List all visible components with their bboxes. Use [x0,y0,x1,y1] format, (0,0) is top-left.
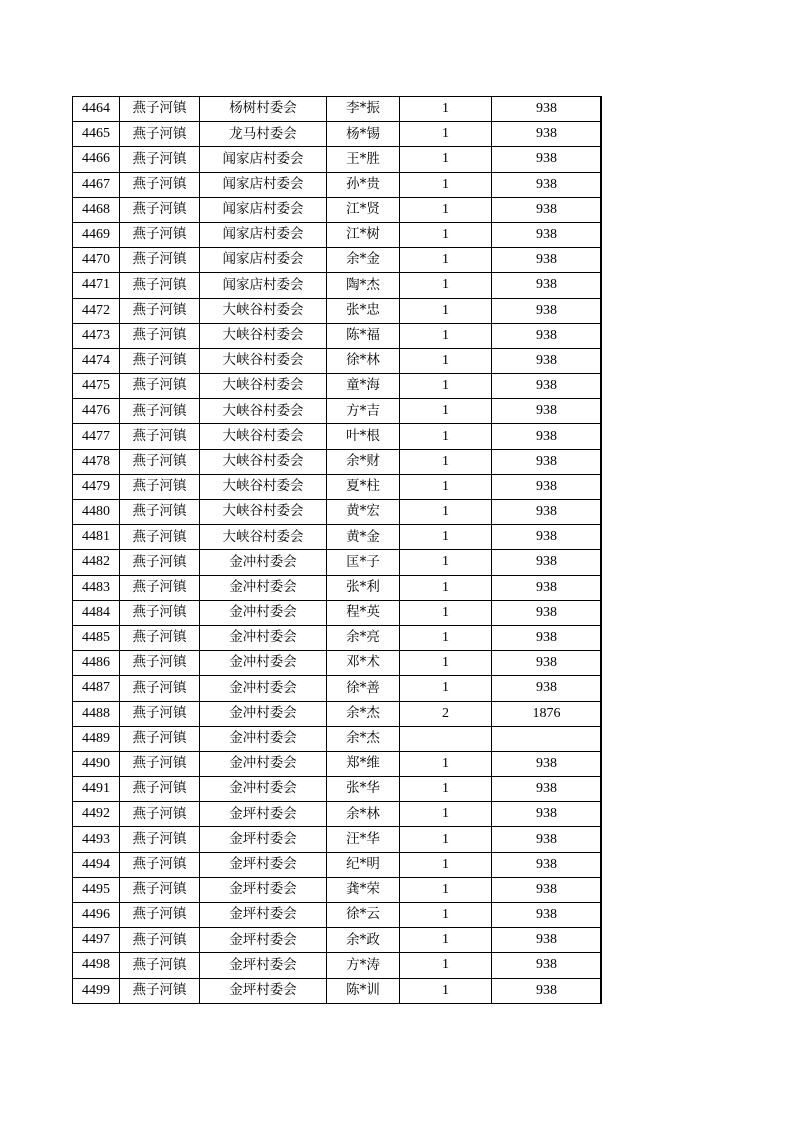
count-cell: 1 [400,348,492,373]
person-name-cell: 王*胜 [327,147,400,172]
count-cell: 1 [400,625,492,650]
town-cell: 燕子河镇 [120,575,200,600]
row-number-cell: 4484 [73,600,120,625]
town-cell: 燕子河镇 [120,676,200,701]
amount-cell: 938 [492,474,602,499]
town-cell: 燕子河镇 [120,953,200,978]
town-cell: 燕子河镇 [120,273,200,298]
row-number-cell: 4488 [73,701,120,726]
amount-cell: 938 [492,575,602,600]
amount-cell: 938 [492,676,602,701]
village-committee-cell: 金冲村委会 [200,600,327,625]
row-number-cell: 4468 [73,197,120,222]
table-row [73,374,602,399]
village-committee-cell: 金冲村委会 [200,625,327,650]
count-cell: 1 [400,928,492,953]
village-committee-cell: 大峡谷村委会 [200,500,327,525]
table-row [73,273,602,298]
person-name-cell: 徐*林 [327,348,400,373]
table-row [73,827,602,852]
table-row [73,625,602,650]
person-name-cell: 余*杰 [327,726,400,751]
person-name-cell: 余*亮 [327,625,400,650]
person-name-cell: 李*振 [327,97,400,122]
amount-cell: 938 [492,147,602,172]
count-cell: 1 [400,978,492,1003]
count-cell: 1 [400,273,492,298]
amount-cell: 938 [492,877,602,902]
row-number-cell: 4475 [73,374,120,399]
town-cell: 燕子河镇 [120,197,200,222]
person-name-cell: 张*利 [327,575,400,600]
person-name-cell: 方*吉 [327,399,400,424]
count-cell: 1 [400,600,492,625]
town-cell: 燕子河镇 [120,726,200,751]
amount-cell: 938 [492,550,602,575]
count-cell: 1 [400,651,492,676]
village-committee-cell: 大峡谷村委会 [200,323,327,348]
table-row [73,651,602,676]
row-number-cell: 4483 [73,575,120,600]
row-number-cell: 4481 [73,525,120,550]
amount-cell: 938 [492,852,602,877]
table-row [73,500,602,525]
count-cell: 1 [400,777,492,802]
table-row [73,147,602,172]
amount-cell: 938 [492,197,602,222]
amount-cell: 938 [492,172,602,197]
table-row [73,802,602,827]
village-committee-cell: 大峡谷村委会 [200,449,327,474]
row-number-cell: 4465 [73,122,120,147]
row-number-cell: 4496 [73,903,120,928]
table-row [73,953,602,978]
person-name-cell: 汪*华 [327,827,400,852]
count-cell: 1 [400,852,492,877]
village-committee-cell: 金冲村委会 [200,726,327,751]
town-cell: 燕子河镇 [120,827,200,852]
person-name-cell: 余*林 [327,802,400,827]
town-cell: 燕子河镇 [120,449,200,474]
village-committee-cell: 闻家店村委会 [200,197,327,222]
person-name-cell: 江*树 [327,222,400,247]
person-name-cell: 陈*训 [327,978,400,1003]
row-number-cell: 4493 [73,827,120,852]
village-committee-cell: 大峡谷村委会 [200,525,327,550]
count-cell: 1 [400,147,492,172]
row-number-cell: 4487 [73,676,120,701]
table-row [73,348,602,373]
row-number-cell: 4480 [73,500,120,525]
table-row [73,197,602,222]
person-name-cell: 纪*明 [327,852,400,877]
count-cell: 1 [400,575,492,600]
table-row [73,978,602,1003]
person-name-cell: 杨*锡 [327,122,400,147]
table-row [73,877,602,902]
amount-cell: 938 [492,777,602,802]
town-cell: 燕子河镇 [120,248,200,273]
person-name-cell: 方*涛 [327,953,400,978]
person-name-cell: 余*金 [327,248,400,273]
count-cell: 1 [400,374,492,399]
town-cell: 燕子河镇 [120,298,200,323]
town-cell: 燕子河镇 [120,374,200,399]
amount-cell: 938 [492,273,602,298]
village-committee-cell: 金坪村委会 [200,903,327,928]
person-name-cell: 程*英 [327,600,400,625]
amount-cell: 938 [492,97,602,122]
count-cell: 1 [400,903,492,928]
row-number-cell: 4466 [73,147,120,172]
count-cell: 1 [400,248,492,273]
amount-cell: 938 [492,348,602,373]
row-number-cell: 4470 [73,248,120,273]
table-row [73,172,602,197]
table-row [73,525,602,550]
town-cell: 燕子河镇 [120,903,200,928]
table-row [73,928,602,953]
village-committee-cell: 闻家店村委会 [200,248,327,273]
amount-cell: 938 [492,298,602,323]
person-name-cell: 徐*云 [327,903,400,928]
row-number-cell: 4472 [73,298,120,323]
count-cell: 1 [400,298,492,323]
village-committee-cell: 大峡谷村委会 [200,474,327,499]
amount-cell: 938 [492,500,602,525]
amount-cell: 938 [492,374,602,399]
village-committee-cell: 闻家店村委会 [200,147,327,172]
village-committee-cell: 大峡谷村委会 [200,399,327,424]
village-committee-cell: 闻家店村委会 [200,172,327,197]
person-name-cell: 张*忠 [327,298,400,323]
table-row [73,852,602,877]
amount-cell: 938 [492,222,602,247]
town-cell: 燕子河镇 [120,424,200,449]
town-cell: 燕子河镇 [120,474,200,499]
town-cell: 燕子河镇 [120,172,200,197]
row-number-cell: 4494 [73,852,120,877]
row-number-cell: 4464 [73,97,120,122]
amount-cell: 938 [492,802,602,827]
table-row [73,575,602,600]
person-name-cell: 黄*宏 [327,500,400,525]
village-committee-cell: 闻家店村委会 [200,222,327,247]
person-name-cell: 孙*贵 [327,172,400,197]
village-committee-cell: 金冲村委会 [200,575,327,600]
count-cell [400,726,492,751]
table-row [73,248,602,273]
person-name-cell: 张*华 [327,777,400,802]
count-cell: 1 [400,449,492,474]
row-number-cell: 4485 [73,625,120,650]
count-cell: 1 [400,97,492,122]
table-row [73,424,602,449]
amount-cell: 938 [492,827,602,852]
town-cell: 燕子河镇 [120,399,200,424]
person-name-cell: 童*海 [327,374,400,399]
count-cell: 1 [400,877,492,902]
village-committee-cell: 金冲村委会 [200,751,327,776]
table-row [73,298,602,323]
row-number-cell: 4476 [73,399,120,424]
table-row [73,701,602,726]
person-name-cell: 匡*子 [327,550,400,575]
row-number-cell: 4490 [73,751,120,776]
town-cell: 燕子河镇 [120,852,200,877]
row-number-cell: 4479 [73,474,120,499]
town-cell: 燕子河镇 [120,651,200,676]
town-cell: 燕子河镇 [120,877,200,902]
table-row [73,399,602,424]
village-committee-cell: 龙马村委会 [200,122,327,147]
count-cell: 1 [400,751,492,776]
count-cell: 1 [400,424,492,449]
row-number-cell: 4491 [73,777,120,802]
town-cell: 燕子河镇 [120,777,200,802]
count-cell: 1 [400,399,492,424]
person-name-cell: 徐*善 [327,676,400,701]
row-number-cell: 4477 [73,424,120,449]
count-cell: 1 [400,222,492,247]
person-name-cell: 郑*维 [327,751,400,776]
table-row [73,600,602,625]
table-row [73,323,602,348]
count-cell: 1 [400,474,492,499]
count-cell: 1 [400,676,492,701]
table-row [73,777,602,802]
row-number-cell: 4495 [73,877,120,902]
table-row [73,122,602,147]
row-number-cell: 4474 [73,348,120,373]
village-committee-cell: 金坪村委会 [200,877,327,902]
amount-cell: 938 [492,953,602,978]
count-cell: 1 [400,122,492,147]
table-row [73,726,602,751]
village-committee-cell: 金坪村委会 [200,953,327,978]
count-cell: 1 [400,172,492,197]
count-cell: 1 [400,525,492,550]
row-number-cell: 4482 [73,550,120,575]
person-name-cell: 陶*杰 [327,273,400,298]
village-committee-cell: 金坪村委会 [200,928,327,953]
table-row [73,222,602,247]
amount-cell: 938 [492,248,602,273]
village-committee-cell: 闻家店村委会 [200,273,327,298]
person-name-cell: 江*贤 [327,197,400,222]
table-row [73,474,602,499]
person-name-cell: 余*杰 [327,701,400,726]
town-cell: 燕子河镇 [120,978,200,1003]
village-committee-cell: 金坪村委会 [200,827,327,852]
table-row [73,449,602,474]
village-committee-cell: 大峡谷村委会 [200,374,327,399]
village-committee-cell: 金冲村委会 [200,777,327,802]
village-committee-cell: 大峡谷村委会 [200,424,327,449]
row-number-cell: 4469 [73,222,120,247]
amount-cell: 938 [492,399,602,424]
amount-cell: 938 [492,525,602,550]
count-cell: 1 [400,500,492,525]
town-cell: 燕子河镇 [120,122,200,147]
row-number-cell: 4492 [73,802,120,827]
village-committee-cell: 金坪村委会 [200,852,327,877]
village-committee-cell: 金坪村委会 [200,978,327,1003]
count-cell: 1 [400,197,492,222]
person-name-cell: 龚*荣 [327,877,400,902]
amount-cell: 938 [492,751,602,776]
data-table [72,96,602,1004]
count-cell: 1 [400,323,492,348]
count-cell: 1 [400,827,492,852]
town-cell: 燕子河镇 [120,348,200,373]
person-name-cell: 叶*根 [327,424,400,449]
row-number-cell: 4489 [73,726,120,751]
town-cell: 燕子河镇 [120,147,200,172]
row-number-cell: 4478 [73,449,120,474]
amount-cell: 938 [492,651,602,676]
row-number-cell: 4497 [73,928,120,953]
town-cell: 燕子河镇 [120,701,200,726]
row-number-cell: 4467 [73,172,120,197]
person-name-cell: 余*财 [327,449,400,474]
table-row [73,751,602,776]
person-name-cell: 余*政 [327,928,400,953]
table-row [73,97,602,122]
amount-cell: 938 [492,978,602,1003]
village-committee-cell: 金冲村委会 [200,651,327,676]
amount-cell: 938 [492,600,602,625]
amount-cell [492,726,602,751]
row-number-cell: 4486 [73,651,120,676]
amount-cell: 938 [492,122,602,147]
person-name-cell: 陈*福 [327,323,400,348]
town-cell: 燕子河镇 [120,550,200,575]
amount-cell: 938 [492,449,602,474]
village-committee-cell: 大峡谷村委会 [200,348,327,373]
table-row [73,676,602,701]
amount-cell: 1876 [492,701,602,726]
village-committee-cell: 金冲村委会 [200,550,327,575]
village-committee-cell: 大峡谷村委会 [200,298,327,323]
town-cell: 燕子河镇 [120,751,200,776]
amount-cell: 938 [492,903,602,928]
row-number-cell: 4499 [73,978,120,1003]
count-cell: 1 [400,550,492,575]
town-cell: 燕子河镇 [120,97,200,122]
amount-cell: 938 [492,928,602,953]
count-cell: 1 [400,953,492,978]
amount-cell: 938 [492,424,602,449]
town-cell: 燕子河镇 [120,323,200,348]
town-cell: 燕子河镇 [120,500,200,525]
town-cell: 燕子河镇 [120,222,200,247]
count-cell: 1 [400,802,492,827]
village-committee-cell: 金坪村委会 [200,802,327,827]
count-cell: 2 [400,701,492,726]
table-row [73,550,602,575]
person-name-cell: 黄*金 [327,525,400,550]
row-number-cell: 4498 [73,953,120,978]
town-cell: 燕子河镇 [120,928,200,953]
person-name-cell: 夏*柱 [327,474,400,499]
row-number-cell: 4473 [73,323,120,348]
town-cell: 燕子河镇 [120,625,200,650]
village-committee-cell: 金冲村委会 [200,676,327,701]
table-row [73,903,602,928]
table-body [73,97,602,1004]
village-committee-cell: 杨树村委会 [200,97,327,122]
amount-cell: 938 [492,625,602,650]
town-cell: 燕子河镇 [120,525,200,550]
town-cell: 燕子河镇 [120,600,200,625]
amount-cell: 938 [492,323,602,348]
village-committee-cell: 金冲村委会 [200,701,327,726]
person-name-cell: 邓*术 [327,651,400,676]
town-cell: 燕子河镇 [120,802,200,827]
row-number-cell: 4471 [73,273,120,298]
